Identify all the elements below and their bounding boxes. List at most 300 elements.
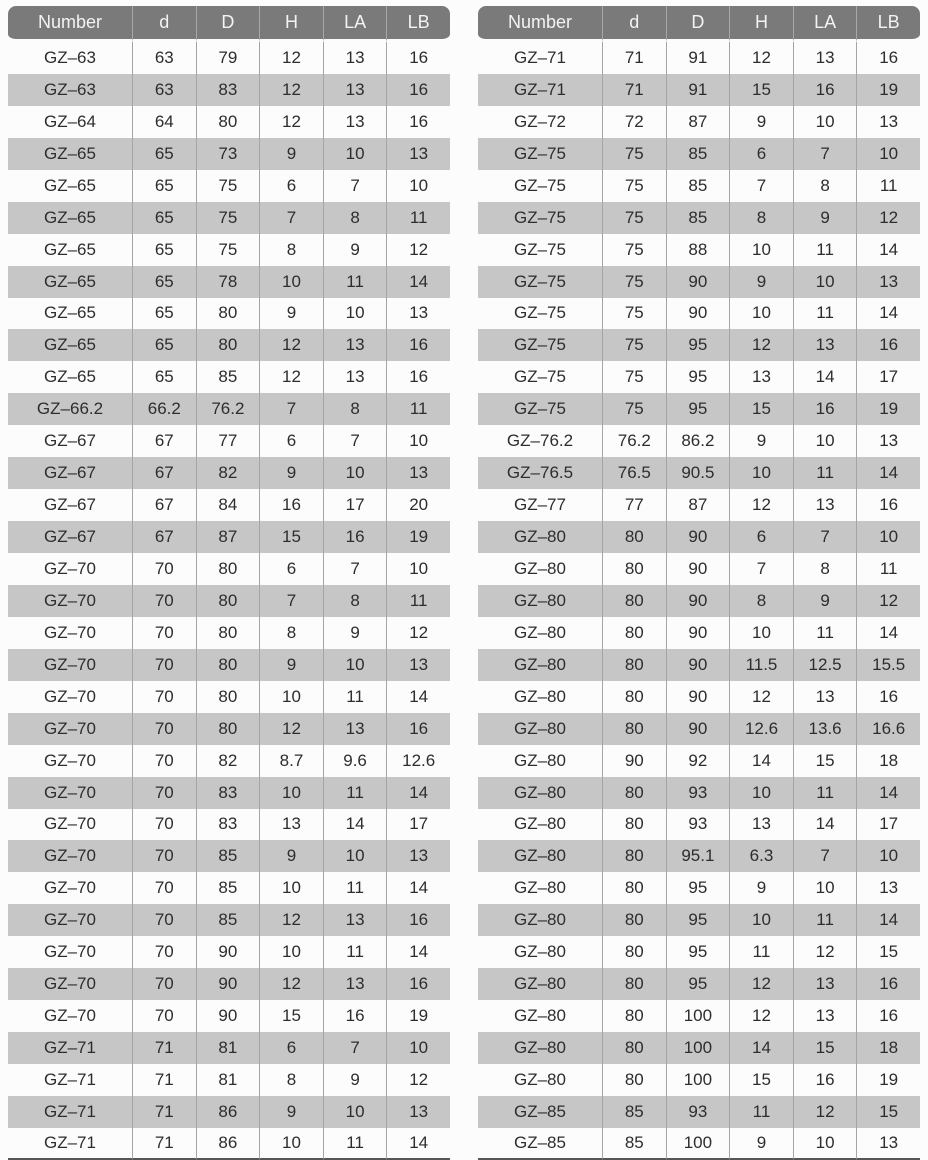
table-cell: 13 [856,872,920,904]
table-cell: 84 [196,489,260,521]
column-header-lb: LB [856,6,920,42]
table-cell: 87 [666,106,730,138]
table-cell: 16 [386,713,450,745]
table-cell: 75 [602,393,666,425]
table-cell: 13 [793,1000,857,1032]
table-cell: 90 [666,681,730,713]
table-cell: 90 [666,649,730,681]
table-cell: 95 [666,361,730,393]
table-cell: 13 [856,1128,920,1160]
table-cell: 100 [666,1000,730,1032]
table-cell: 12 [386,1064,450,1096]
table-cell: 67 [132,425,196,457]
table-row [478,1000,920,1032]
table-cell: 13 [386,1096,450,1128]
table-cell: 11 [323,681,387,713]
table-cell: 67 [132,521,196,553]
table-cell: 9 [729,872,793,904]
table-cell: 73 [196,138,260,170]
table-cell: 86 [196,1128,260,1160]
table-cell: 14 [856,457,920,489]
table-cell: GZ–80 [478,585,602,617]
table-cell: 7 [729,553,793,585]
table-cell: 11 [793,904,857,936]
table-cell: 11 [793,457,857,489]
table-row [8,553,450,585]
table-cell: 13 [793,329,857,361]
table-cell: 12 [729,681,793,713]
table-cell: GZ–75 [478,202,602,234]
table-cell: GZ–75 [478,393,602,425]
table-cell: 80 [602,1064,666,1096]
table-cell: 16 [386,361,450,393]
table-row [8,904,450,936]
table-cell: GZ–70 [8,777,132,809]
table-cell: 16 [793,1064,857,1096]
table-cell: 93 [666,809,730,841]
table-cell: 9.6 [323,745,387,777]
table-cell: 13 [323,713,387,745]
table-cell: 70 [132,649,196,681]
column-header-la: LA [323,6,387,42]
table-cell: 11.5 [729,649,793,681]
table-row [8,745,450,777]
table-cell: 90 [666,553,730,585]
table-cell: 80 [196,106,260,138]
table-cell: 82 [196,745,260,777]
table-row [8,457,450,489]
column-header-la: LA [793,6,857,42]
table-cell: 80 [196,298,260,330]
table-cell: 9 [259,298,323,330]
spec-table-left [8,6,450,1160]
table-cell: 10 [259,266,323,298]
table-cell: GZ–75 [514,303,566,323]
table-cell: 70 [132,968,196,1000]
table-cell: 80 [602,1032,666,1064]
table-cell: 10 [793,106,857,138]
table-row [478,872,920,904]
table-cell: 75 [196,202,260,234]
table-cell: 80 [602,777,666,809]
table-cell: GZ–80 [478,777,602,809]
table-cell: GZ–80 [478,713,602,745]
table-cell: 77 [196,425,260,457]
table-row [8,1032,450,1064]
table-cell: 15 [856,936,920,968]
table-cell: 12 [729,1000,793,1032]
table-cell: 16 [856,1000,920,1032]
table-row [478,170,920,202]
table-cell: 15 [259,521,323,553]
table-cell: 7 [323,425,387,457]
table-row [8,234,450,266]
table-cell: 9 [323,617,387,649]
table-cell: 7 [793,521,857,553]
table-cell: GZ–65 [44,367,96,387]
table-cell: 13 [386,138,450,170]
table-cell: GZ–80 [514,686,566,706]
table-row [478,138,920,170]
table-cell: 12 [259,713,323,745]
table-cell: 75 [602,266,666,298]
table-row [478,713,920,745]
table-cell: 13 [259,809,323,841]
table-cell: 80 [602,617,666,649]
table-row [478,968,920,1000]
table-cell: 15 [259,1000,323,1032]
table-cell: GZ–64 [44,111,96,131]
table-cell: 13 [856,106,920,138]
table-cell: 12 [856,202,920,234]
table-cell: 70 [132,617,196,649]
table-row [8,777,450,809]
table-cell: 92 [666,745,730,777]
table-cell: 85 [196,361,260,393]
table-cell: GZ–70 [8,840,132,872]
table-cell: 10 [386,1032,450,1064]
table-row [478,298,920,330]
table-cell: 90 [602,745,666,777]
table-cell: 15 [729,74,793,106]
table-cell: 14 [729,1032,793,1064]
table-cell: 13 [323,968,387,1000]
table-cell: 65 [132,170,196,202]
table-cell: 7 [259,202,323,234]
table-cell: 90 [666,521,730,553]
table-cell: 6 [729,138,793,170]
column-header-number: Number [8,6,132,42]
table-cell: 11 [729,936,793,968]
table-row [8,521,450,553]
table-cell: 91 [666,42,730,74]
table-cell: GZ–80 [514,878,566,898]
table-cell: 9 [259,138,323,170]
table-row [8,809,450,841]
table-cell: 12 [259,904,323,936]
table-cell: 10 [259,872,323,904]
table-cell: 16 [386,329,450,361]
table-cell: GZ–71 [478,74,602,106]
table-cell: 12 [259,329,323,361]
table-cell: 85 [602,1096,666,1128]
table-row [478,361,920,393]
table-cell: 11 [793,298,857,330]
table-cell: 15 [729,393,793,425]
table-cell: 70 [132,777,196,809]
table-cell: 12 [729,329,793,361]
table-cell: 70 [132,553,196,585]
table-cell: 90 [666,713,730,745]
table-cell: 13 [323,361,387,393]
table-cell: 63 [132,74,196,106]
table-cell: 10 [856,138,920,170]
table-cell: GZ–70 [44,1006,96,1026]
table-cell: 19 [386,1000,450,1032]
table-cell: 76.2 [196,393,260,425]
table-cell: GZ–67 [8,457,132,489]
table-cell: 79 [196,42,260,74]
table-cell: 65 [132,361,196,393]
table-cell: 100 [666,1064,730,1096]
table-cell: 7 [729,170,793,202]
table-cell: 8 [323,393,387,425]
table-row [478,42,920,74]
table-cell: GZ–71 [8,1032,132,1064]
table-cell: 6 [259,1032,323,1064]
table-row [478,1096,920,1128]
table-cell: 10 [729,617,793,649]
table-cell: 70 [132,904,196,936]
table-cell: 95 [666,968,730,1000]
table-cell: 6 [259,553,323,585]
table-cell: 9 [259,1096,323,1128]
table-cell: GZ–70 [8,968,132,1000]
table-cell: 80 [602,713,666,745]
table-row [8,681,450,713]
table-cell: 80 [602,809,666,841]
table-cell: GZ–65 [8,329,132,361]
table-row [478,266,920,298]
table-cell: 78 [196,266,260,298]
table-row [478,649,920,681]
table-cell: 71 [132,1096,196,1128]
table-cell: 75 [602,361,666,393]
table-row [8,202,450,234]
table-cell: 14 [856,234,920,266]
table-cell: 10 [323,298,387,330]
table-cell: 90 [196,968,260,1000]
table-cell: 70 [132,585,196,617]
table-cell: 87 [666,489,730,521]
table-cell: 70 [132,745,196,777]
table-cell: 81 [196,1032,260,1064]
table-row [8,298,450,330]
table-cell: GZ–70 [8,649,132,681]
table-cell: 75 [602,298,666,330]
table-cell: 11 [386,393,450,425]
table-cell: 10 [729,457,793,489]
table-cell: 65 [132,202,196,234]
table-cell: 12 [729,42,793,74]
table-cell: 64 [132,106,196,138]
table-cell: 86 [196,1096,260,1128]
table-cell: 11 [323,266,387,298]
table-cell: 12 [259,968,323,1000]
table-cell: 11 [793,617,857,649]
table-cell: GZ–67 [8,521,132,553]
table-cell: 90 [666,585,730,617]
table-cell: 80 [602,968,666,1000]
table-cell: 80 [602,1000,666,1032]
table-cell: GZ–75 [514,239,566,259]
column-header-d: d [132,6,196,42]
table-cell: GZ–70 [8,585,132,617]
table-cell: 14 [856,904,920,936]
table-cell: GZ–66.2 [8,393,132,425]
table-cell: 85 [666,170,730,202]
table-cell: 80 [602,681,666,713]
table-cell: 9 [729,1128,793,1160]
column-header-lb: LB [386,6,450,42]
table-row [478,585,920,617]
table-cell: 95 [666,329,730,361]
column-header-number: Number [478,6,602,42]
table-cell: 14 [386,1128,450,1160]
table-cell: 13.6 [793,713,857,745]
table-row [478,777,920,809]
table-cell: 16.6 [856,713,920,745]
table-cell: GZ–70 [44,942,96,962]
table-cell: 10 [323,457,387,489]
table-row [478,74,920,106]
table-cell: 90 [196,936,260,968]
table-cell: 11 [793,777,857,809]
table-cell: GZ–70 [44,814,96,834]
table-cell: 71 [602,42,666,74]
table-row [8,489,450,521]
table-cell: GZ–75 [478,266,602,298]
table-cell: 80 [196,713,260,745]
table-cell: 9 [259,457,323,489]
table-cell: GZ–70 [44,558,96,578]
table-cell: 80 [196,617,260,649]
table-cell: 85 [196,904,260,936]
table-cell: 12 [386,234,450,266]
table-cell: 75 [602,234,666,266]
table-cell: GZ–75 [514,175,566,195]
table-cell: 13 [386,840,450,872]
table-cell: 12 [386,617,450,649]
table-cell: 63 [132,42,196,74]
table-cell: 14 [793,809,857,841]
table-cell: 13 [729,809,793,841]
table-cell: 80 [602,585,666,617]
table-cell: GZ–76.2 [506,431,574,451]
table-cell: GZ–71 [514,47,566,67]
table-cell: 12.6 [729,713,793,745]
table-cell: 80 [196,329,260,361]
table-cell: 10 [856,840,920,872]
table-row [8,138,450,170]
table-cell: 16 [856,489,920,521]
table-row [478,202,920,234]
table-cell: 13 [793,968,857,1000]
table-cell: 93 [666,777,730,809]
table-cell: 14 [386,681,450,713]
table-cell: 66.2 [132,393,196,425]
table-row [8,393,450,425]
table-cell: 11 [856,170,920,202]
table-row [478,329,920,361]
table-cell: 13 [793,42,857,74]
table-cell: 7 [793,840,857,872]
table-cell: 95 [666,872,730,904]
table-row [478,106,920,138]
table-cell: 65 [132,234,196,266]
table-row [478,840,920,872]
table-cell: 82 [196,457,260,489]
table-cell: 16 [386,106,450,138]
table-cell: 7 [323,1032,387,1064]
table-row [478,936,920,968]
table-cell: GZ–80 [478,840,602,872]
table-cell: 8 [259,617,323,649]
table-cell: 9 [259,649,323,681]
table-cell: 13 [323,42,387,74]
table-cell: GZ–65 [44,175,96,195]
table-cell: 70 [132,1000,196,1032]
table-row [8,585,450,617]
table-cell: 10 [323,840,387,872]
table-cell: GZ–80 [478,1032,602,1064]
table-cell: 16 [323,1000,387,1032]
table-cell: 9 [793,585,857,617]
table-cell: 14 [386,777,450,809]
table-cell: 10 [259,777,323,809]
table-cell: 10 [323,1096,387,1128]
table-cell: 65 [132,266,196,298]
table-cell: 12.6 [386,745,450,777]
table-cell: 16 [386,42,450,74]
table-cell: 90 [666,617,730,649]
table-cell: 15 [856,1096,920,1128]
table-cell: 11 [386,202,450,234]
table-cell: 14 [386,266,450,298]
table-cell: 71 [132,1128,196,1160]
table-row [8,713,450,745]
table-cell: 70 [132,840,196,872]
table-row [8,329,450,361]
table-cell: 14 [386,872,450,904]
table-cell: 95 [666,393,730,425]
table-cell: 95 [666,936,730,968]
table-cell: GZ–70 [8,904,132,936]
table-cell: 16 [793,74,857,106]
table-row [8,1064,450,1096]
table-cell: 12 [259,74,323,106]
table-cell: 15.5 [856,649,920,681]
table-cell: 75 [196,170,260,202]
table-cell: 9 [323,234,387,266]
table-cell: GZ–65 [44,239,96,259]
table-cell: 80 [196,553,260,585]
table-cell: 13 [793,681,857,713]
table-cell: 11 [386,585,450,617]
table-row [8,617,450,649]
header-row [8,6,450,42]
table-cell: GZ–85 [478,1128,602,1160]
table-cell: 100 [666,1128,730,1160]
table-cell: 71 [132,1064,196,1096]
table-cell: GZ–65 [44,303,96,323]
table-cell: 6.3 [729,840,793,872]
column-header-d: D [666,6,730,42]
table-cell: GZ–71 [8,1128,132,1160]
table-row [8,649,450,681]
table-cell: 95 [666,904,730,936]
table-cell: 11 [323,777,387,809]
table-cell: 80 [602,936,666,968]
table-cell: 14 [323,809,387,841]
table-cell: 85 [666,138,730,170]
table-cell: 11 [323,872,387,904]
table-row [8,1096,450,1128]
table-cell: 81 [196,1064,260,1096]
table-cell: 85 [196,872,260,904]
table-cell: 12 [793,1096,857,1128]
table-cell: 80 [602,553,666,585]
